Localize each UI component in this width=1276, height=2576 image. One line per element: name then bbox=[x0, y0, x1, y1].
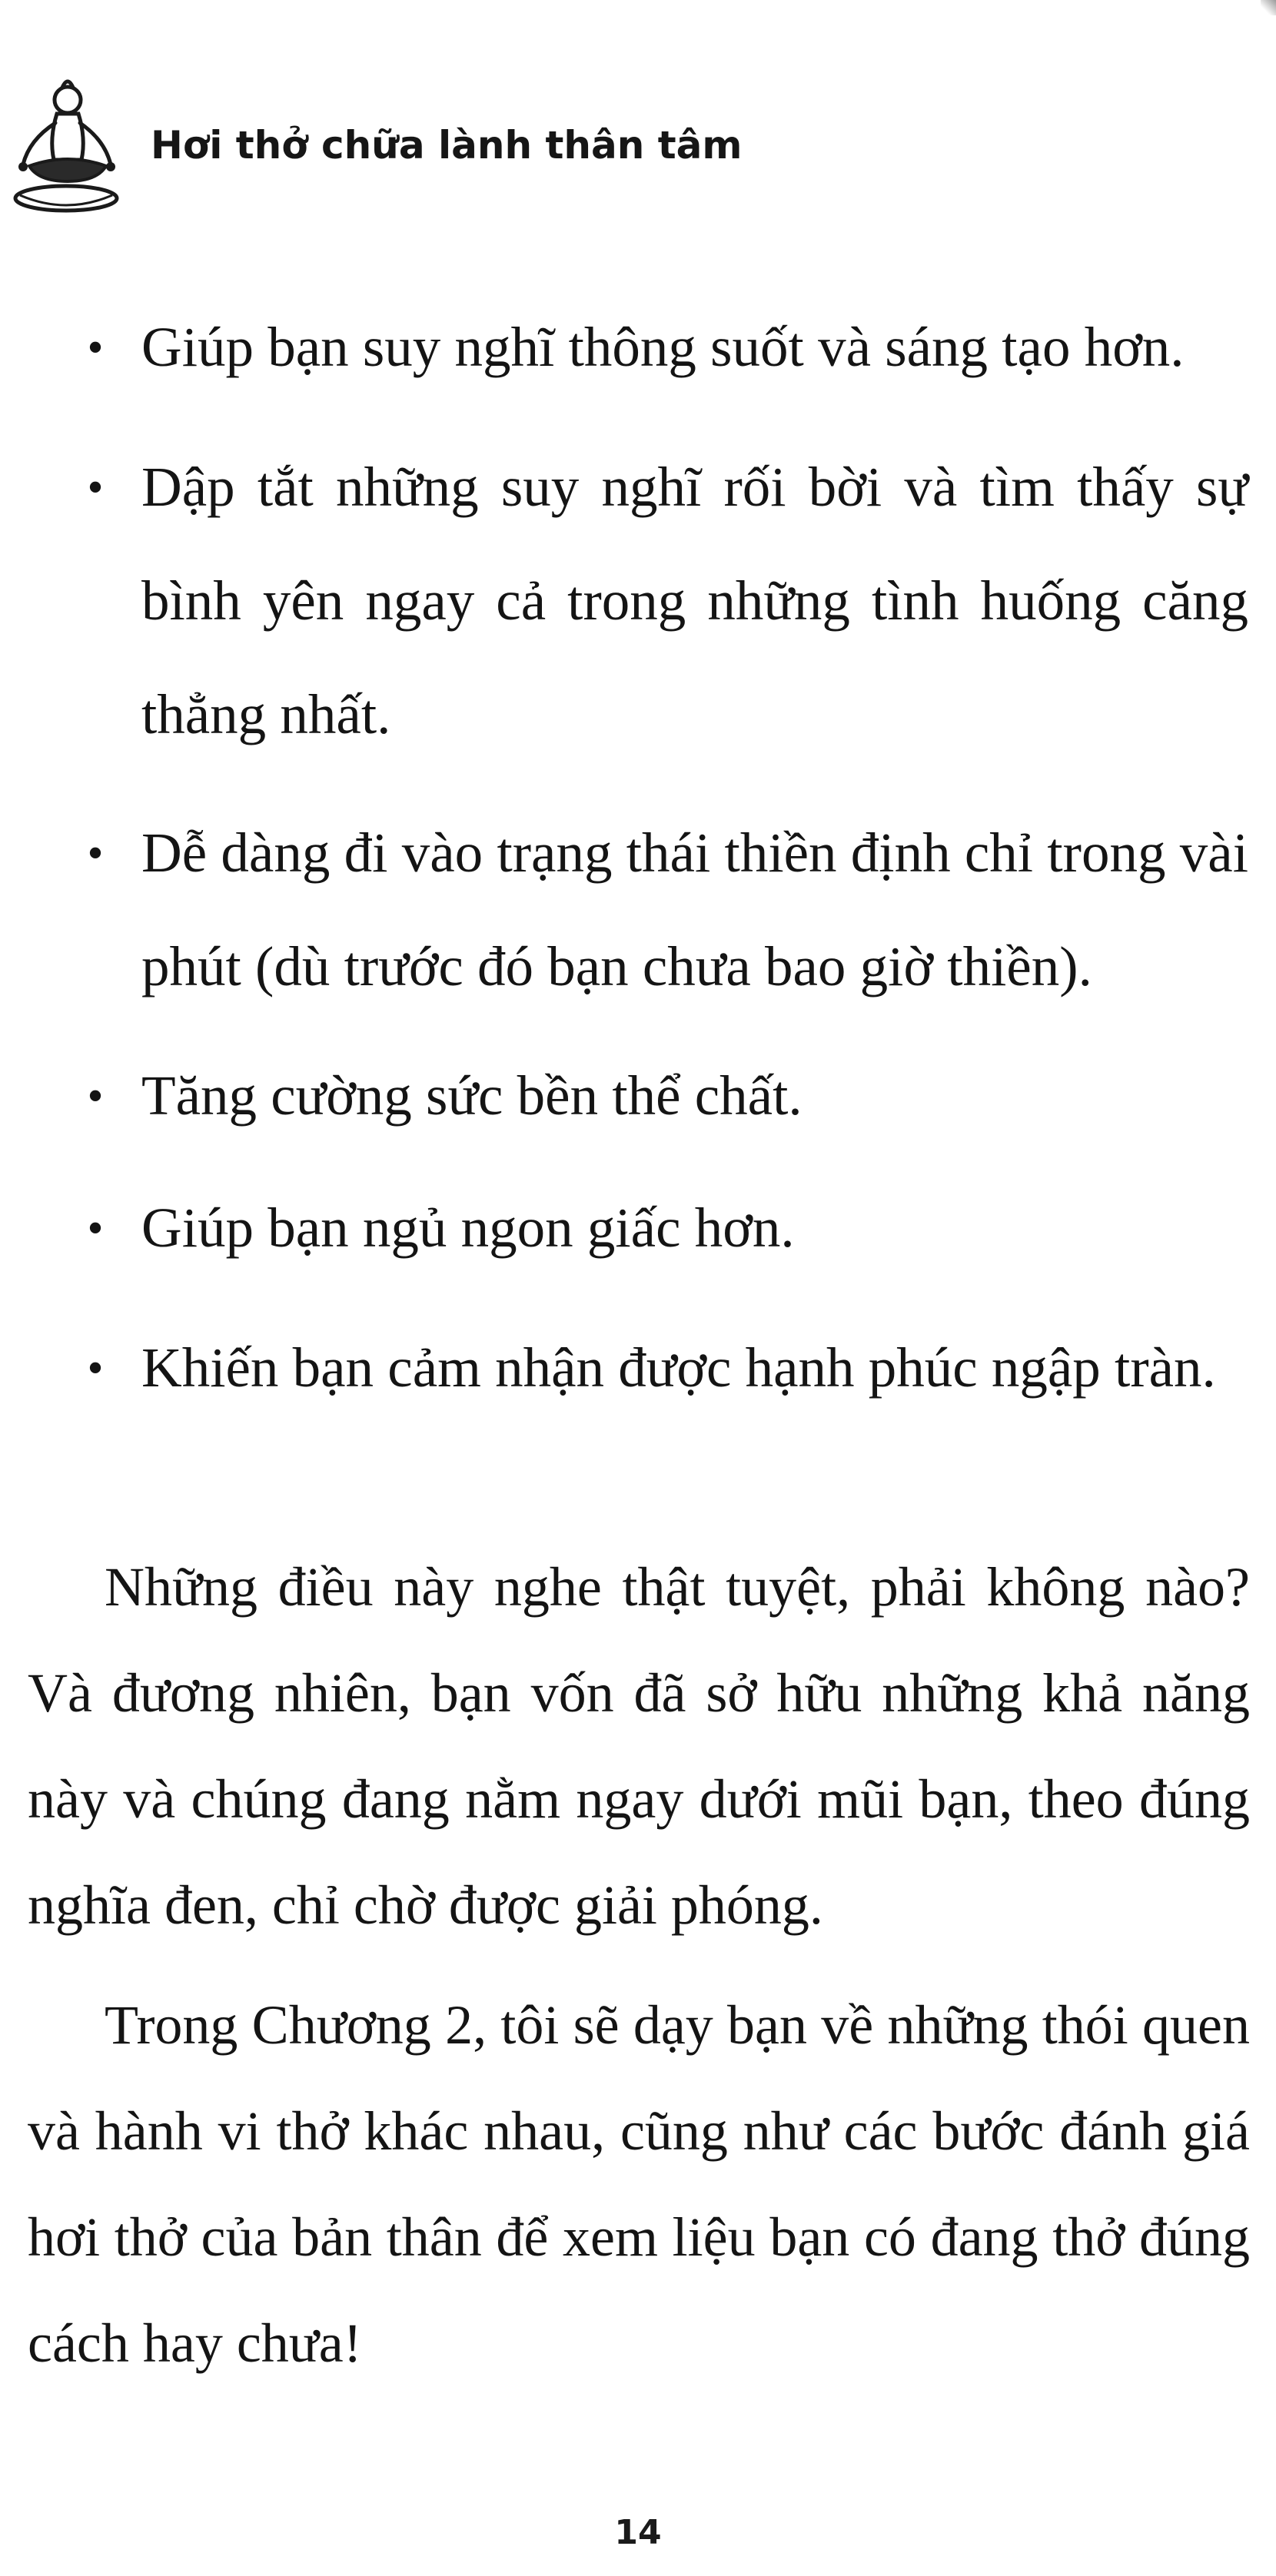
bullet: • bbox=[87, 462, 104, 513]
body-paragraph: Những điều này nghe thật tuyệt, phải không nào? Và đương nhiên, bạn vốn đã sở hữu những khả năng này và chúng đang nằm ngay dưới mũi bạn, theo đúng nghĩa đen, chỉ chờ được giải phóng. bbox=[28, 1556, 1250, 1936]
list-item bbox=[87, 1039, 1248, 1153]
bullet: • bbox=[87, 1343, 104, 1393]
bullet: • bbox=[87, 828, 104, 878]
bullet: • bbox=[87, 1203, 104, 1253]
list-item bbox=[87, 1311, 1248, 1425]
bullet: • bbox=[87, 1071, 104, 1121]
body-paragraph: Trong Chương 2, tôi sẽ dạy bạn về những thói quen và hành vi thở khác nhau, cũng như các bước đánh giá hơi thở của bản thân để xem liệu bạn có đang thở đúng cách hay chưa! bbox=[28, 1994, 1250, 2374]
list-item bbox=[87, 1171, 1248, 1285]
list-item-text: Giúp bạn ngủ ngon giấc hơn. bbox=[141, 1197, 795, 1259]
list-item-text: Tăng cường sức bền thể chất. bbox=[141, 1064, 802, 1127]
meditation-figure-icon bbox=[6, 69, 121, 223]
list-item-text: Dập tắt những suy nghĩ rối bời và tìm thấy sự bình yên ngay cả trong những tình huống căng thẳng nhất. bbox=[141, 456, 1248, 745]
running-head: Hơi thở chữa lành thân tâm bbox=[151, 123, 743, 168]
list-item bbox=[87, 430, 1248, 772]
bullet: • bbox=[87, 322, 104, 373]
list-item bbox=[87, 290, 1248, 404]
page-corner-shadow bbox=[1261, 0, 1276, 15]
list-item-text: Giúp bạn suy nghĩ thông suốt và sáng tạo hơn. bbox=[141, 316, 1185, 378]
list-item bbox=[87, 796, 1248, 1024]
list-item-text: Khiến bạn cảm nhận được hạnh phúc ngập tràn. bbox=[141, 1336, 1216, 1399]
page-number: 14 bbox=[614, 2513, 662, 2552]
page-header bbox=[0, 61, 1276, 231]
list-item-text: Dễ dàng đi vào trạng thái thiền định chỉ trong vài phút (dù trước đó bạn chưa bao giờ thiền). bbox=[141, 822, 1248, 998]
